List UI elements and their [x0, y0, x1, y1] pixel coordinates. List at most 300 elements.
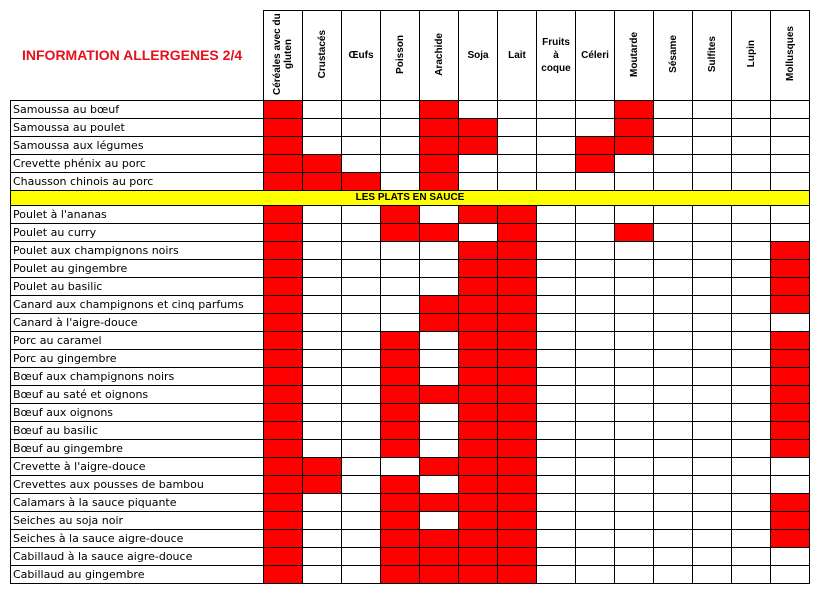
allergen-absent-cell — [732, 530, 771, 548]
allergen-present-cell — [381, 386, 420, 404]
allergen-absent-cell — [381, 119, 420, 137]
allergen-present-cell — [615, 137, 654, 155]
allergen-absent-cell — [654, 422, 693, 440]
allergen-absent-cell — [654, 296, 693, 314]
allergen-absent-cell — [732, 278, 771, 296]
allergen-present-cell — [771, 368, 810, 386]
allergen-present-cell — [498, 206, 537, 224]
allergen-absent-cell — [303, 440, 342, 458]
column-header-row — [11, 11, 810, 101]
allergen-absent-cell — [693, 368, 732, 386]
allergen-absent-cell — [615, 242, 654, 260]
allergen-present-cell — [381, 404, 420, 422]
allergen-absent-cell — [303, 512, 342, 530]
allergen-present-cell — [771, 512, 810, 530]
allergen-absent-cell — [537, 458, 576, 476]
allergen-present-cell — [264, 278, 303, 296]
allergen-absent-cell — [693, 296, 732, 314]
allergen-absent-cell — [654, 404, 693, 422]
dish-name: Seiches au soja noir — [11, 512, 264, 530]
dish-name: Seiches à la sauce aigre-douce — [11, 530, 264, 548]
allergen-present-cell — [459, 476, 498, 494]
allergen-absent-cell — [342, 422, 381, 440]
dish-name: Cabillaud au gingembre — [11, 566, 264, 584]
allergen-absent-cell — [693, 137, 732, 155]
allergen-absent-cell — [732, 242, 771, 260]
allergen-table — [10, 10, 810, 584]
allergen-present-cell — [420, 137, 459, 155]
allergen-absent-cell — [537, 137, 576, 155]
allergen-present-cell — [381, 332, 420, 350]
allergen-absent-cell — [693, 404, 732, 422]
allergen-present-cell — [771, 386, 810, 404]
allergen-absent-cell — [342, 332, 381, 350]
allergen-present-cell — [264, 458, 303, 476]
allergen-absent-cell — [732, 494, 771, 512]
allergen-present-cell — [771, 404, 810, 422]
allergen-absent-cell — [342, 476, 381, 494]
allergen-absent-cell — [342, 440, 381, 458]
column-header-label: Œufs — [348, 50, 374, 61]
allergen-absent-cell — [654, 224, 693, 242]
allergen-present-cell — [459, 530, 498, 548]
allergen-absent-cell — [654, 137, 693, 155]
dish-name: Poulet au gingembre — [11, 260, 264, 278]
table-row — [11, 386, 810, 404]
allergen-present-cell — [498, 440, 537, 458]
table-row — [11, 173, 810, 191]
column-header-lupin — [732, 11, 771, 101]
allergen-absent-cell — [459, 173, 498, 191]
allergen-absent-cell — [576, 314, 615, 332]
allergen-absent-cell — [576, 404, 615, 422]
allergen-absent-cell — [732, 566, 771, 584]
allergen-absent-cell — [576, 422, 615, 440]
allergen-present-cell — [264, 566, 303, 584]
allergen-absent-cell — [732, 137, 771, 155]
allergen-absent-cell — [303, 422, 342, 440]
allergen-absent-cell — [732, 422, 771, 440]
column-header-label: Arachide — [433, 32, 445, 76]
table-row — [11, 440, 810, 458]
allergen-absent-cell — [693, 173, 732, 191]
allergen-absent-cell — [693, 422, 732, 440]
allergen-absent-cell — [420, 260, 459, 278]
allergen-absent-cell — [303, 224, 342, 242]
allergen-present-cell — [264, 368, 303, 386]
allergen-present-cell — [264, 137, 303, 155]
page-title: INFORMATION ALLERGENES 2/4 — [22, 47, 243, 63]
table-row — [11, 119, 810, 137]
allergen-absent-cell — [693, 260, 732, 278]
allergen-absent-cell — [732, 440, 771, 458]
table-row — [11, 206, 810, 224]
table-row — [11, 458, 810, 476]
allergen-absent-cell — [654, 314, 693, 332]
allergen-absent-cell — [693, 386, 732, 404]
allergen-absent-cell — [459, 155, 498, 173]
table-row — [11, 155, 810, 173]
allergen-present-cell — [771, 440, 810, 458]
dish-name: Canard aux champignons et cinq parfums — [11, 296, 264, 314]
column-header-label: Lait — [508, 50, 526, 61]
allergen-absent-cell — [420, 278, 459, 296]
allergen-absent-cell — [576, 548, 615, 566]
allergen-absent-cell — [654, 566, 693, 584]
allergen-present-cell — [264, 224, 303, 242]
allergen-present-cell — [459, 494, 498, 512]
allergen-absent-cell — [342, 494, 381, 512]
allergen-absent-cell — [693, 494, 732, 512]
allergen-present-cell — [264, 242, 303, 260]
allergen-present-cell — [420, 458, 459, 476]
table-row — [11, 566, 810, 584]
column-header-crustaces — [303, 11, 342, 101]
allergen-present-cell — [498, 494, 537, 512]
allergen-present-cell — [459, 260, 498, 278]
allergen-present-cell — [381, 494, 420, 512]
allergen-absent-cell — [537, 260, 576, 278]
allergen-absent-cell — [654, 476, 693, 494]
allergen-absent-cell — [771, 458, 810, 476]
allergen-present-cell — [420, 386, 459, 404]
allergen-absent-cell — [615, 368, 654, 386]
allergen-absent-cell — [342, 512, 381, 530]
allergen-absent-cell — [342, 260, 381, 278]
allergen-present-cell — [498, 350, 537, 368]
allergen-absent-cell — [693, 155, 732, 173]
allergen-present-cell — [498, 332, 537, 350]
allergen-absent-cell — [654, 368, 693, 386]
allergen-absent-cell — [693, 440, 732, 458]
allergen-absent-cell — [381, 296, 420, 314]
allergen-present-cell — [771, 242, 810, 260]
allergen-present-cell — [303, 476, 342, 494]
allergen-absent-cell — [732, 101, 771, 119]
allergen-present-cell — [264, 404, 303, 422]
allergen-absent-cell — [576, 458, 615, 476]
dish-name: Poulet à l'ananas — [11, 206, 264, 224]
allergen-absent-cell — [576, 332, 615, 350]
allergen-present-cell — [420, 173, 459, 191]
allergen-absent-cell — [771, 173, 810, 191]
allergen-present-cell — [264, 386, 303, 404]
allergen-absent-cell — [615, 476, 654, 494]
dish-name: Bœuf au gingembre — [11, 440, 264, 458]
allergen-absent-cell — [732, 206, 771, 224]
allergen-present-cell — [381, 530, 420, 548]
allergen-absent-cell — [381, 260, 420, 278]
allergen-present-cell — [264, 332, 303, 350]
allergen-present-cell — [264, 206, 303, 224]
allergen-absent-cell — [576, 476, 615, 494]
allergen-absent-cell — [537, 476, 576, 494]
allergen-absent-cell — [654, 332, 693, 350]
allergen-absent-cell — [654, 260, 693, 278]
allergen-absent-cell — [498, 101, 537, 119]
table-row — [11, 101, 810, 119]
allergen-present-cell — [498, 566, 537, 584]
allergen-absent-cell — [771, 548, 810, 566]
allergen-absent-cell — [420, 368, 459, 386]
allergen-present-cell — [381, 224, 420, 242]
allergen-present-cell — [381, 206, 420, 224]
allergen-present-cell — [342, 173, 381, 191]
allergen-absent-cell — [342, 101, 381, 119]
allergen-present-cell — [264, 440, 303, 458]
allergen-absent-cell — [654, 440, 693, 458]
column-header-label: Sésame — [667, 35, 679, 73]
allergen-absent-cell — [537, 548, 576, 566]
allergen-absent-cell — [342, 386, 381, 404]
allergen-present-cell — [264, 296, 303, 314]
allergen-absent-cell — [342, 566, 381, 584]
allergen-absent-cell — [303, 548, 342, 566]
allergen-absent-cell — [537, 350, 576, 368]
dish-name: Poulet au basilic — [11, 278, 264, 296]
allergen-present-cell — [420, 530, 459, 548]
allergen-absent-cell — [576, 242, 615, 260]
allergen-present-cell — [264, 101, 303, 119]
column-header-label: Lupin — [745, 40, 757, 68]
allergen-absent-cell — [732, 332, 771, 350]
allergen-absent-cell — [537, 155, 576, 173]
allergen-present-cell — [459, 350, 498, 368]
allergen-absent-cell — [537, 119, 576, 137]
dish-name: Samoussa aux légumes — [11, 137, 264, 155]
allergen-present-cell — [771, 332, 810, 350]
allergen-present-cell — [264, 512, 303, 530]
dish-name: Samoussa au bœuf — [11, 101, 264, 119]
column-header-label: Céleri — [581, 50, 609, 61]
allergen-absent-cell — [771, 476, 810, 494]
allergen-absent-cell — [537, 386, 576, 404]
allergen-absent-cell — [654, 101, 693, 119]
table-row — [11, 137, 810, 155]
allergen-present-cell — [264, 314, 303, 332]
allergen-absent-cell — [615, 512, 654, 530]
allergen-absent-cell — [654, 119, 693, 137]
column-header-label: Sulfites — [706, 35, 718, 73]
allergen-absent-cell — [693, 314, 732, 332]
allergen-absent-cell — [615, 458, 654, 476]
allergen-present-cell — [420, 155, 459, 173]
allergen-present-cell — [459, 296, 498, 314]
allergen-absent-cell — [693, 119, 732, 137]
allergen-absent-cell — [732, 155, 771, 173]
allergen-absent-cell — [693, 512, 732, 530]
column-header-lait — [498, 11, 537, 101]
allergen-absent-cell — [537, 332, 576, 350]
allergen-present-cell — [498, 530, 537, 548]
allergen-present-cell — [381, 548, 420, 566]
allergen-present-cell — [264, 422, 303, 440]
allergen-absent-cell — [303, 494, 342, 512]
column-header-label: Moutarde — [628, 31, 640, 77]
allergen-present-cell — [303, 155, 342, 173]
table-row — [11, 422, 810, 440]
allergen-absent-cell — [654, 206, 693, 224]
allergen-absent-cell — [576, 173, 615, 191]
allergen-absent-cell — [303, 296, 342, 314]
allergen-present-cell — [420, 494, 459, 512]
allergen-absent-cell — [576, 260, 615, 278]
allergen-absent-cell — [693, 548, 732, 566]
allergen-present-cell — [498, 404, 537, 422]
allergen-absent-cell — [732, 386, 771, 404]
allergen-absent-cell — [576, 440, 615, 458]
allergen-absent-cell — [732, 458, 771, 476]
table-row — [11, 260, 810, 278]
allergen-absent-cell — [420, 422, 459, 440]
allergen-absent-cell — [693, 101, 732, 119]
table-row — [11, 224, 810, 242]
dish-name: Porc au gingembre — [11, 350, 264, 368]
allergen-absent-cell — [303, 137, 342, 155]
allergen-absent-cell — [342, 296, 381, 314]
allergen-absent-cell — [771, 224, 810, 242]
allergen-absent-cell — [732, 296, 771, 314]
allergen-present-cell — [771, 422, 810, 440]
dish-name: Bœuf aux oignons — [11, 404, 264, 422]
column-header-moutarde — [615, 11, 654, 101]
allergen-present-cell — [576, 137, 615, 155]
allergen-present-cell — [771, 494, 810, 512]
allergen-present-cell — [576, 155, 615, 173]
allergen-present-cell — [264, 494, 303, 512]
allergen-absent-cell — [498, 155, 537, 173]
column-header-label: Mollusques — [784, 26, 796, 82]
allergen-absent-cell — [576, 368, 615, 386]
allergen-absent-cell — [303, 368, 342, 386]
allergen-absent-cell — [342, 224, 381, 242]
allergen-absent-cell — [615, 566, 654, 584]
allergen-absent-cell — [459, 101, 498, 119]
allergen-absent-cell — [303, 242, 342, 260]
column-header-mollusques — [771, 11, 810, 101]
column-header-label: Fruits à coque — [541, 37, 571, 74]
allergen-present-cell — [459, 512, 498, 530]
dish-name: Poulet au curry — [11, 224, 264, 242]
allergen-present-cell — [264, 173, 303, 191]
column-header-fruits-a-coque — [537, 11, 576, 101]
allergen-absent-cell — [771, 206, 810, 224]
allergen-present-cell — [615, 224, 654, 242]
allergen-present-cell — [459, 386, 498, 404]
allergen-absent-cell — [771, 137, 810, 155]
allergen-present-cell — [498, 296, 537, 314]
allergen-absent-cell — [615, 278, 654, 296]
allergen-absent-cell — [654, 242, 693, 260]
allergen-absent-cell — [732, 260, 771, 278]
allergen-present-cell — [303, 173, 342, 191]
allergen-present-cell — [459, 242, 498, 260]
allergen-absent-cell — [615, 206, 654, 224]
allergen-present-cell — [459, 206, 498, 224]
allergen-absent-cell — [303, 566, 342, 584]
allergen-absent-cell — [615, 440, 654, 458]
table-row — [11, 404, 810, 422]
allergen-absent-cell — [693, 278, 732, 296]
column-header-cereales-avec-du-gluten — [264, 11, 303, 101]
allergen-absent-cell — [693, 530, 732, 548]
dish-name: Porc au caramel — [11, 332, 264, 350]
table-row — [11, 494, 810, 512]
allergen-absent-cell — [342, 137, 381, 155]
allergen-absent-cell — [654, 494, 693, 512]
allergen-absent-cell — [381, 278, 420, 296]
allergen-present-cell — [264, 155, 303, 173]
allergen-absent-cell — [420, 332, 459, 350]
allergen-absent-cell — [498, 119, 537, 137]
allergen-absent-cell — [381, 314, 420, 332]
table-row — [11, 548, 810, 566]
allergen-present-cell — [381, 476, 420, 494]
allergen-absent-cell — [732, 476, 771, 494]
allergen-present-cell — [459, 422, 498, 440]
table-row — [11, 314, 810, 332]
allergen-absent-cell — [303, 260, 342, 278]
allergen-present-cell — [420, 548, 459, 566]
allergen-present-cell — [498, 386, 537, 404]
allergen-present-cell — [771, 278, 810, 296]
table-row — [11, 332, 810, 350]
allergen-absent-cell — [576, 101, 615, 119]
column-header-label: Crustacés — [316, 29, 328, 79]
allergen-present-cell — [264, 476, 303, 494]
allergen-absent-cell — [381, 458, 420, 476]
allergen-absent-cell — [420, 512, 459, 530]
allergen-present-cell — [381, 350, 420, 368]
allergen-present-cell — [381, 422, 420, 440]
allergen-absent-cell — [303, 101, 342, 119]
allergen-absent-cell — [732, 314, 771, 332]
allergen-present-cell — [420, 314, 459, 332]
allergen-absent-cell — [732, 512, 771, 530]
allergen-absent-cell — [342, 206, 381, 224]
allergen-present-cell — [381, 566, 420, 584]
allergen-absent-cell — [342, 548, 381, 566]
allergen-absent-cell — [693, 206, 732, 224]
allergen-present-cell — [381, 440, 420, 458]
allergen-absent-cell — [615, 530, 654, 548]
allergen-absent-cell — [771, 119, 810, 137]
allergen-present-cell — [771, 530, 810, 548]
allergen-absent-cell — [615, 314, 654, 332]
allergen-absent-cell — [615, 548, 654, 566]
allergen-absent-cell — [303, 386, 342, 404]
allergen-absent-cell — [342, 278, 381, 296]
allergen-absent-cell — [615, 404, 654, 422]
allergen-present-cell — [615, 101, 654, 119]
table-row — [11, 296, 810, 314]
allergen-absent-cell — [654, 548, 693, 566]
allergen-absent-cell — [342, 119, 381, 137]
allergen-present-cell — [303, 458, 342, 476]
allergen-absent-cell — [615, 155, 654, 173]
allergen-absent-cell — [654, 350, 693, 368]
allergen-absent-cell — [342, 155, 381, 173]
allergen-present-cell — [459, 119, 498, 137]
allergen-absent-cell — [420, 242, 459, 260]
allergen-present-cell — [459, 440, 498, 458]
allergen-absent-cell — [381, 155, 420, 173]
column-header-poisson — [381, 11, 420, 101]
allergen-absent-cell — [537, 242, 576, 260]
allergen-present-cell — [264, 260, 303, 278]
allergen-absent-cell — [654, 512, 693, 530]
allergen-present-cell — [420, 119, 459, 137]
